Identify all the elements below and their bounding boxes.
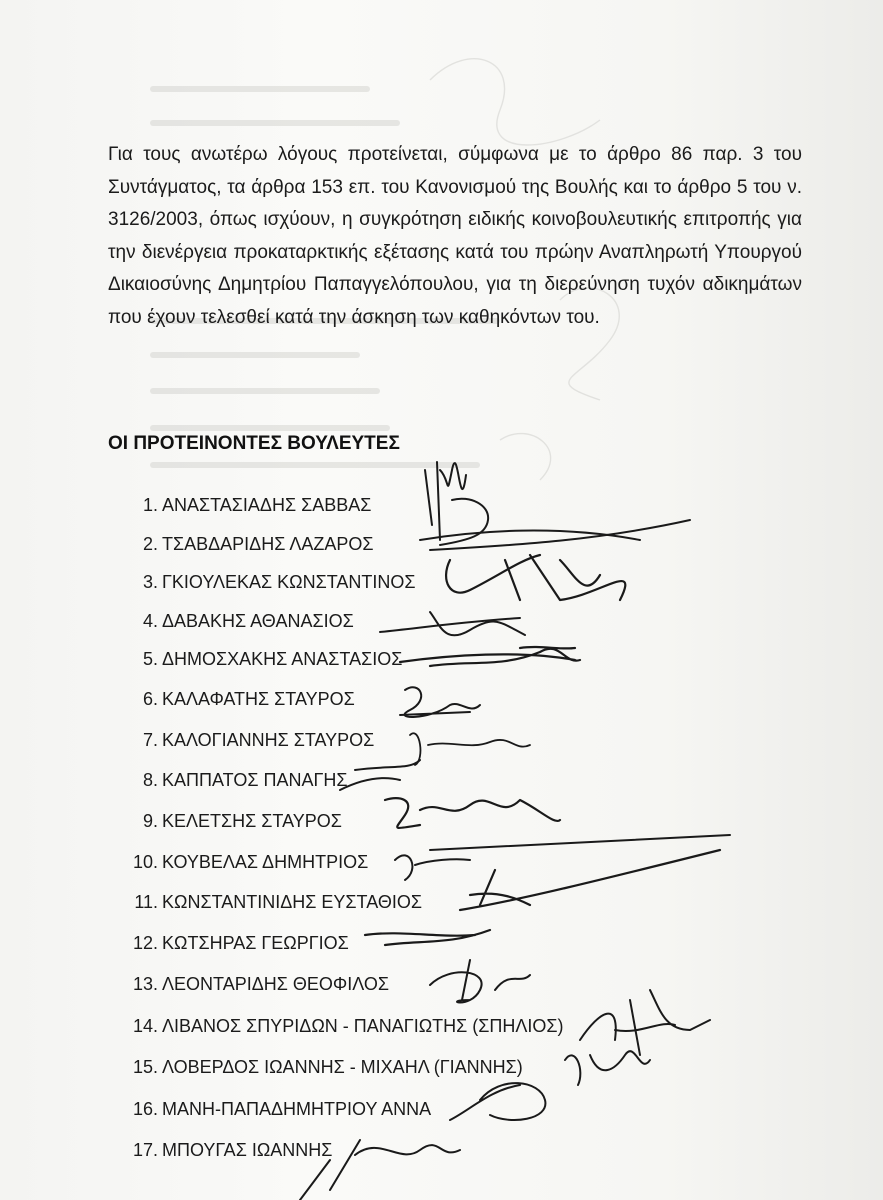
- item-number: 12.: [132, 933, 158, 953]
- signer-name: ΑΝΑΣΤΑΣΙΑΔΗΣ ΣΑΒΒΑΣ: [162, 495, 372, 515]
- list-item: [122, 892, 422, 922]
- signer-name: ΚΟΥΒΕΛΑΣ ΔΗΜΗΤΡΙΟΣ: [162, 852, 369, 872]
- item-number: 15.: [132, 1057, 158, 1077]
- item-number: 8.: [142, 770, 158, 790]
- signer-name: ΛΙΒΑΝΟΣ ΣΠΥΡΙΔΩΝ - ΠΑΝΑΓΙΩΤΗΣ (ΣΠΗΛΙΟΣ): [162, 1016, 564, 1036]
- list-item: [122, 770, 348, 800]
- list-item: [122, 1099, 431, 1129]
- list-item: [122, 974, 389, 1004]
- list-item: [122, 649, 402, 679]
- item-number: 10.: [132, 852, 158, 872]
- list-item: [122, 611, 354, 641]
- list-item: [122, 495, 371, 525]
- item-number: 2.: [142, 534, 158, 554]
- item-number: 3.: [142, 572, 158, 592]
- signer-name: ΜΠΟΥΓΑΣ ΙΩΑΝΝΗΣ: [162, 1140, 333, 1160]
- signer-name: ΛΕΟΝΤΑΡΙΔΗΣ ΘΕΟΦΙΛΟΣ: [162, 974, 389, 994]
- signer-name: ΚΩΝΣΤΑΝΤΙΝΙΔΗΣ ΕΥΣΤΑΘΙΟΣ: [162, 892, 422, 912]
- item-number: 11.: [134, 892, 158, 912]
- list-item: [122, 1140, 332, 1170]
- signers-heading: ΟΙ ΠΡΟΤΕΙΝΟΝΤΕΣ ΒΟΥΛΕΥΤΕΣ: [108, 433, 400, 454]
- body-paragraph: Για τους ανωτέρω λόγους προτείνεται, σύμφωνα με το άρθρο 86 παρ. 3 του Συντάγματος, τα άρθρα 153 επ. του Κανονισμού της Βουλής και το άρθρο 5 του ν. 3126/2003, όπως ισχύουν, η συγκρότηση ειδικής κοινοβουλευτικής επιτροπής για την διενέργεια προκαταρκτικής εξέτασης κατά του πρώην Αναπληρωτή Υπουργού Δικαιοσύνης Δημητρίου Παπαγγελόπουλου, για τη διερεύνηση τυχόν αδικημάτων που έχουν τελεσθεί κατά την άσκηση των καθηκόντων του.: [108, 144, 802, 328]
- item-number: 5.: [142, 649, 158, 669]
- signer-name: ΤΣΑΒΔΑΡΙΔΗΣ ΛΑΖΑΡΟΣ: [162, 534, 374, 554]
- item-number: 6.: [142, 689, 158, 709]
- item-number: 17.: [132, 1140, 158, 1160]
- list-item: [122, 572, 416, 602]
- signer-name: ΜΑΝΗ-ΠΑΠΑΔΗΜΗΤΡΙΟΥ ΑΝΝΑ: [162, 1099, 432, 1119]
- signer-name: ΛΟΒΕΡΔΟΣ ΙΩΑΝΝΗΣ - ΜΙΧΑΗΛ (ΓΙΑΝΝΗΣ): [162, 1057, 523, 1077]
- item-number: 13.: [132, 974, 158, 994]
- signer-name: ΔΑΒΑΚΗΣ ΑΘΑΝΑΣΙΟΣ: [162, 611, 354, 631]
- list-item: [122, 811, 342, 841]
- list-item: [122, 933, 349, 963]
- signer-name: ΚΕΛΕΤΣΗΣ ΣΤΑΥΡΟΣ: [162, 811, 342, 831]
- list-item: [122, 689, 355, 719]
- item-number: 14.: [132, 1016, 158, 1036]
- signer-name: ΓΚΙΟΥΛΕΚΑΣ ΚΩΝΣΤΑΝΤΙΝΟΣ: [162, 572, 416, 592]
- item-number: 1.: [142, 495, 158, 515]
- signer-name: ΔΗΜΟΣΧΑΚΗΣ ΑΝΑΣΤΑΣΙΟΣ: [162, 649, 403, 669]
- signer-name: ΚΑΛΑΦΑΤΗΣ ΣΤΑΥΡΟΣ: [162, 689, 355, 709]
- item-number: 7.: [142, 730, 158, 750]
- list-item: [122, 1016, 564, 1046]
- signer-name: ΚΑΛΟΓΙΑΝΝΗΣ ΣΤΑΥΡΟΣ: [162, 730, 375, 750]
- signer-name: ΚΑΠΠΑΤΟΣ ΠΑΝΑΓΗΣ: [162, 770, 348, 790]
- item-number: 16.: [132, 1099, 158, 1119]
- list-item: [122, 534, 374, 564]
- list-item: [122, 852, 368, 882]
- list-item: [122, 730, 374, 760]
- signer-name: ΚΩΤΣΗΡΑΣ ΓΕΩΡΓΙΟΣ: [162, 933, 349, 953]
- list-item: [122, 1057, 523, 1087]
- item-number: 9.: [142, 811, 158, 831]
- item-number: 4.: [142, 611, 158, 631]
